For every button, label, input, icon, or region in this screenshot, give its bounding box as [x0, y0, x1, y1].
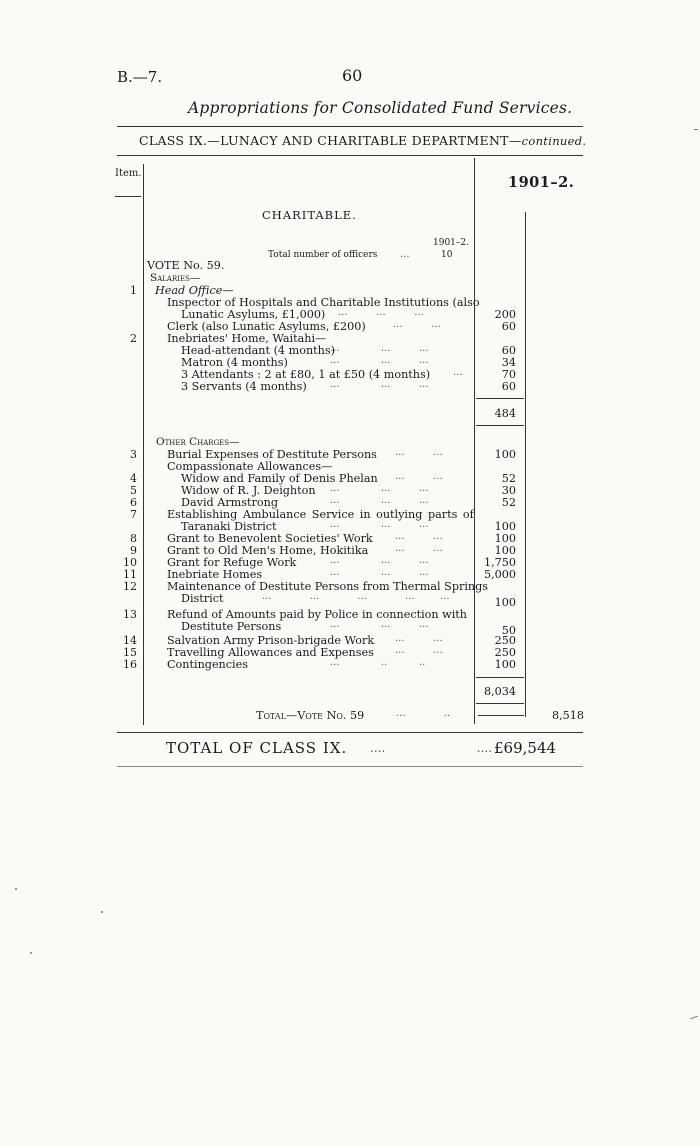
charge-amount: 52 [501, 496, 516, 509]
salary-amount: 60 [501, 380, 516, 393]
class-total-rule-top [117, 732, 583, 733]
class-total-amount: £69,544 [494, 739, 557, 757]
leader-dots: ... .. [396, 708, 451, 719]
officers-leader: ... [400, 249, 410, 260]
leader-dots: ... ... [395, 447, 443, 458]
charge-item-number: 10 [123, 556, 137, 569]
scan-speck [15, 888, 17, 890]
leader-dots: ... ... ... [338, 307, 424, 318]
charge-amount: 100 [494, 596, 516, 609]
class-total-rule-bottom [117, 766, 583, 767]
leader-dots: ... ... ... [330, 343, 429, 354]
item-column-divider [143, 164, 144, 725]
charges-subtotal-rule-top [476, 677, 524, 678]
table-top-rule [117, 155, 583, 156]
section-title: CHARITABLE. [262, 208, 357, 222]
salary-row-text: Clerk (also Lunatic Asylums, £200) [167, 320, 366, 333]
top-rule [117, 126, 583, 127]
charge-item-number: 7 [130, 508, 137, 521]
salaries-subtotal-rule-bottom [476, 425, 524, 426]
year-column-header: 1901–2. [508, 174, 575, 191]
leader-dots: ... ... ... [330, 495, 429, 506]
leader-dots: ... ... ... [330, 379, 429, 390]
other-charges-heading: Other Charges— [156, 436, 240, 448]
charge-row-text: Burial Expenses of Destitute Persons [167, 448, 377, 461]
leader-dots: ... ... ... ... ... [262, 591, 450, 602]
charge-item-number: 6 [130, 496, 137, 509]
leader-dots: ... ... ... [330, 355, 429, 366]
salary-item-number: 2 [130, 332, 137, 345]
charge-item-number: 16 [123, 658, 137, 671]
charge-row-text: David Armstrong [181, 496, 278, 509]
charge-row-text: Grant for Refuge Work [167, 556, 297, 569]
leader-dots: .... .... [370, 741, 493, 755]
charge-row-text: Widow and Family of Denis Phelan [181, 472, 378, 485]
salary-row-text: 3 Attendants : 2 at £80, 1 at £50 (4 months) [181, 368, 431, 381]
charge-row-text: District [181, 592, 224, 605]
charge-row-text: Grant to Old Men's Home, Hokitika [167, 544, 369, 557]
document-reference: B.—7. [117, 68, 163, 86]
charge-item-number: 11 [123, 568, 137, 581]
charge-amount: 100 [494, 520, 516, 533]
scan-speck [101, 911, 103, 913]
salary-row-text: Inebriates' Home, Waitahi— [167, 332, 327, 345]
leader-dots: ... [453, 367, 463, 378]
continued-label: continued. [521, 134, 587, 148]
class-total-label: TOTAL OF CLASS IX. [166, 739, 348, 757]
charges-subtotal-rule-bottom [476, 703, 524, 704]
salary-row-text: Matron (4 months) [181, 356, 288, 369]
charge-amount: 100 [494, 448, 516, 461]
charge-amount: 30 [501, 484, 516, 497]
charge-item-number: 9 [130, 544, 137, 557]
leader-dots: ... ... ... [330, 519, 429, 530]
charges-subtotal: 8,034 [483, 685, 516, 698]
salaries-heading: Salaries— [150, 272, 201, 284]
charge-row-text: Grant to Benevolent Societies' Work [167, 532, 373, 545]
charge-item-number: 8 [130, 532, 137, 545]
leader-dots: ... ... [395, 633, 443, 644]
leader-dots: ... ... [395, 543, 443, 554]
charge-item-number: 5 [130, 484, 137, 497]
charge-item-number: 12 [123, 580, 137, 593]
leader-dots: ... ... ... [330, 483, 429, 494]
leader-dots: ... ... [393, 319, 441, 330]
charge-amount: 100 [494, 658, 516, 671]
vote-total-amount: 8,518 [552, 709, 585, 722]
leader-dots: ... ... ... [330, 555, 429, 566]
charge-row-text: Inebriate Homes [167, 568, 263, 581]
page-subtitle: Appropriations for Consolidated Fund Services. [188, 99, 573, 117]
charge-amount: 1,750 [483, 556, 516, 569]
charge-row-text: Travelling Allowances and Expenses [167, 646, 374, 659]
salaries-subtotal: 484 [494, 407, 516, 420]
charge-item-number: 4 [130, 472, 137, 485]
salary-row-text: Lunatic Asylums, £1,000) [181, 308, 326, 321]
vote-heading: VOTE No. 59. [147, 259, 225, 272]
scan-speck [30, 952, 32, 954]
charge-amount: 5,000 [483, 568, 516, 581]
leader-dots: ... ... [395, 531, 443, 542]
leader-dots: ... ... ... [330, 619, 429, 630]
charge-row-text: Maintenance of Destitute Persons from Thermal Springs [167, 580, 489, 593]
charge-amount: 50 [501, 624, 516, 637]
salary-amount: 34 [501, 356, 516, 369]
charge-amount: 100 [494, 544, 516, 557]
charge-item-number: 15 [123, 646, 137, 659]
charge-row-text: Establishing Ambulance Service in outlying parts of [167, 508, 474, 521]
leader-dots: ... ... [395, 645, 443, 656]
leader-dots: ... .. .. [330, 657, 426, 668]
salary-row-text: Head-attendant (4 months) [181, 344, 335, 357]
salaries-subtotal-rule-top [476, 398, 524, 399]
charge-amount: 100 [494, 532, 516, 545]
charge-row-text: Widow of R. J. Deighton [181, 484, 316, 497]
item-header-rule [115, 196, 141, 197]
charge-amount: 250 [494, 634, 516, 647]
charge-row-text: Destitute Persons [181, 620, 282, 633]
charge-row-text: Compassionate Allowances— [167, 460, 333, 473]
charge-amount: 52 [501, 472, 516, 485]
officers-year: 1901–2. [433, 238, 469, 248]
salary-amount: 60 [501, 320, 516, 333]
salary-row-text: Inspector of Hospitals and Charitable Institutions (also [167, 296, 480, 309]
charge-amount: 250 [494, 646, 516, 659]
leader-dots: ... ... [395, 471, 443, 482]
charge-row-text: Refund of Amounts paid by Police in connection with [167, 608, 468, 621]
vote-total-label: Total—Vote No. 59 [256, 709, 365, 722]
scan-speck [694, 129, 698, 130]
salary-amount: 200 [494, 308, 516, 321]
scan-speck [690, 1016, 698, 1020]
class-title: CLASS IX.—LUNACY AND CHARITABLE DEPARTMENT—continued. [139, 133, 587, 148]
officers-count: 10 [441, 250, 453, 260]
charge-item-number: 14 [123, 634, 137, 647]
subtotal-column-divider [525, 212, 526, 717]
head-office-heading: Head Office— [155, 284, 234, 297]
item-column-header: Item. [115, 168, 142, 179]
page-number: 60 [342, 66, 363, 85]
charge-item-number: 3 [130, 448, 137, 461]
salary-amount: 60 [501, 344, 516, 357]
charge-row-text: Contingencies [167, 658, 248, 671]
officers-label: Total number of officers [268, 250, 378, 260]
vote-total-leader-rule [478, 715, 524, 716]
charge-row-text: Salvation Army Prison-brigade Work [167, 634, 375, 647]
salary-amount: 70 [501, 368, 516, 381]
salary-row-text: 3 Servants (4 months) [181, 380, 307, 393]
leader-dots: ... ... ... [330, 567, 429, 578]
charge-row-text: Taranaki District [181, 520, 277, 533]
charge-item-number: 13 [123, 608, 137, 621]
salary-item-number: 1 [130, 284, 137, 297]
